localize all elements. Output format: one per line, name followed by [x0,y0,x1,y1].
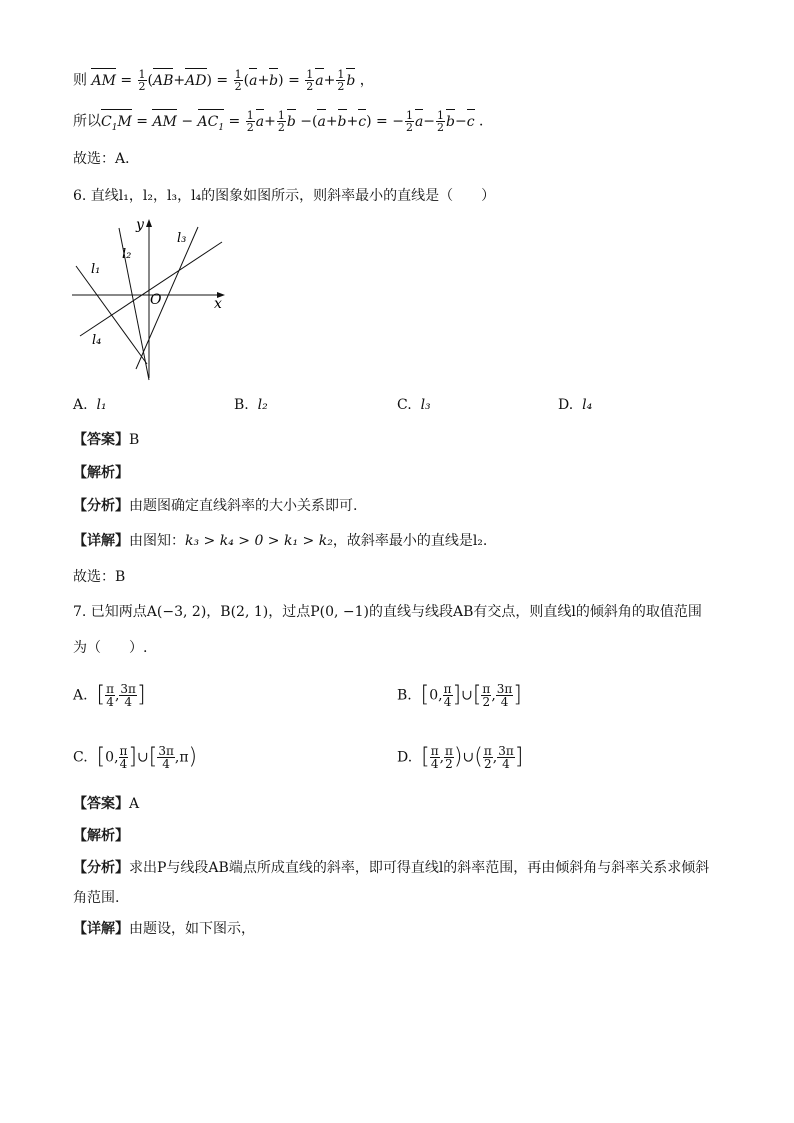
q7-fenxi-line2: 角范围. [73,890,120,906]
q6-answer: 【答案】B [73,432,140,448]
q6-fenxi: 【分析】由题图确定直线斜率的大小关系即可. [73,498,358,514]
q6-option-a[interactable]: A. l₁ [73,397,107,413]
q6-analysis-tag: 【解析】 [73,465,129,481]
label-l1: l₁ [91,262,101,277]
line-l4 [80,242,222,336]
label-y: y [136,217,144,233]
q6-option-c[interactable]: C. l₃ [397,397,431,413]
q7-analysis-tag: 【解析】 [73,828,129,844]
q6-figure [70,214,230,384]
q6-stem: 6. 直线l₁，l₂，l₃，l₄的图象如图所示，则斜率最小的直线是（ ） [73,188,496,204]
q7-option-b[interactable]: B. [0, $\frac{\pi}{4}$ ]∪[ $\frac{\pi}{2}$ , $\frac{3\pi}{4}$ ] [397,682,522,709]
q6-option-b[interactable]: B. l₂ [234,397,268,413]
formula-am: 则 AM = $\frac{1}{2}$ (AB+AD) = $\frac{1}{2}$ (a+b) = $\frac{1}{2}$ a+ $\frac{1}{2}$ b ， [73,68,374,93]
label-l4: l₄ [92,333,102,348]
q7-stem-line1: 7. 已知两点A(−3, 2)，B(2, 1)，过点P(0, −1)的直线与线段AB有交点，则直线l的倾斜角的取值范围 [73,604,702,620]
q7-stem-line2: 为（ ）. [73,640,148,656]
label-l2: l₂ [122,247,132,262]
conclusion-text: 故选：A． [73,151,140,167]
q7-detail: 【详解】由题设，如下图示， [73,921,255,937]
label-x: x [214,296,222,312]
label-o: O [150,292,162,308]
formula-c1m: 所以$C_1M$ = AM − $AC_1$ = $\frac{1}{2}$ a+ $\frac{1}{2}$ b −(a+b+c) = − $\frac{1}{2}$ a− $\frac{1}{2}$ b−c ． [73,110,493,137]
label-l3: l₃ [177,231,187,246]
prefix-text: 所以 [73,113,101,130]
q7-option-a[interactable]: A. [ $\frac{\pi}{4}$ , $\frac{3\pi}{4}$ ] [73,682,146,709]
q7-option-c[interactable]: C. [0, $\frac{\pi}{4}$ ]∪[ $\frac{3\pi}{4}$ ,π) [73,744,198,771]
q6-choice: 故选：B [73,569,126,585]
line-l3 [136,227,198,369]
q7-option-d[interactable]: D. [ $\frac{\pi}{4}$ , $\frac{\pi}{2}$ )∪( $\frac{\pi}{2}$ , $\frac{3\pi}{4}$ ] [397,744,524,771]
q7-answer: 【答案】A [73,796,140,812]
q6-option-d[interactable]: D. l₄ [558,397,593,413]
y-axis-arrow [146,219,152,227]
q6-detail: 【详解】由图知：k₃ > k₄ > 0 > k₁ > k₂，故斜率最小的直线是l₂. [73,533,488,549]
prefix-text: 则 [73,72,87,89]
q7-fenxi-line1: 【分析】求出P与线段AB端点所成直线的斜率，即可得直线l的斜率范围，再由倾斜角与斜率关系求倾斜 [73,860,710,876]
